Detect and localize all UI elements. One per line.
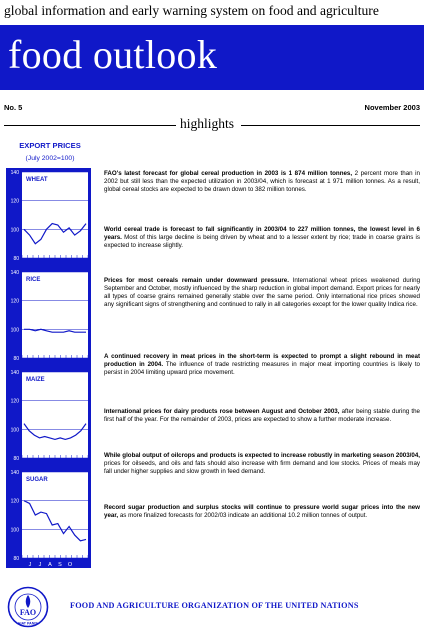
x-tick-label: S [58, 562, 62, 568]
sugar-plot-area [22, 472, 88, 558]
wheat-ear-icon [26, 595, 31, 608]
sidebar-subtitle: (July 2002=100) [25, 155, 75, 162]
x-axis-year: 2003 [41, 569, 55, 575]
maize-panel-title: MAIZE [26, 377, 45, 383]
fao-logo [7, 586, 49, 628]
article-cereal-prices: Prices for most cereals remain under downward pressure. International wheat prices weakened during September and October, mostly influenced by the sharp reduction in global import demand. Export prices for nearly all types of coarse grains remained generally stable over the same period. Only international rice prices showed any significant signs of strengthening and continued to rally in all categories except for the lower quality Indica rice. [104, 277, 421, 308]
organization-name: FOOD AND AGRICULTURE ORGANIZATION OF THE UNITED NATIONS [70, 601, 359, 610]
title-banner [0, 25, 424, 90]
article-oilcrops: While global output of oilcrops and products is expected to increase robustly in marketing season 2003/04, prices for oilseeds, and oils and fats should also increase with firm demand and low stocks. Prices of meals may fall under higher supplies and slow growth in feed demand. [104, 452, 420, 475]
maize-y-tick-label: 120 [10, 398, 19, 405]
maize-y-tick-label: 80 [13, 456, 19, 462]
sugar-y-tick-label: 80 [13, 556, 19, 562]
article-meat: A continued recovery in meat prices in the short-term is expected to prompt a slight rebound in meat production in 2004. The influence of trade restricting measures in major meat importing countries is likely to persist in 2004 limiting upward price movement. [104, 353, 420, 376]
logo-motto: FIAT PANIS [18, 621, 38, 626]
sugar-y-tick-label: 120 [10, 498, 19, 505]
maize-plot-area [22, 372, 88, 458]
divider-left [4, 125, 176, 126]
maize-y-tick-label: 100 [10, 427, 19, 434]
maize-y-tick-label: 140 [10, 370, 19, 376]
rice-y-tick-label: 140 [10, 270, 19, 276]
rice-y-tick-label: 120 [10, 298, 19, 305]
sugar-y-tick-label: 100 [10, 527, 19, 534]
export-price-charts [6, 168, 91, 575]
rice-plot-area [22, 272, 88, 358]
wheat-y-tick-label: 120 [10, 198, 19, 205]
wheat-y-tick-label: 140 [10, 170, 19, 176]
sugar-panel-title: SUGAR [26, 477, 48, 483]
tagline: global information and early warning system on food and agriculture [4, 3, 379, 18]
section-heading: highlights [180, 116, 235, 131]
logo-text: FAO [19, 608, 37, 617]
x-tick-label: J [38, 562, 42, 568]
article-dairy: International prices for dairy products rose between August and October 2003, after being stable during the first half of the year. For the remainder of 2003, prices are expected to show a further moderate increase. [104, 408, 420, 423]
rice-y-tick-label: 80 [13, 356, 19, 362]
x-tick-label: A [48, 562, 52, 568]
rice-panel-title: RICE [26, 277, 41, 283]
divider-right [241, 125, 420, 126]
article-cereal-production: FAO's latest forecast for global cereal production in 2003 is 1 874 million tonnes, 2 percent more than in 2002 but still less than the expected utilization in 2003/04, which is forecast at 1 971 million tonnes. As a result, global cereal stocks are expected to be drawn down to 382 million tonnes. [104, 170, 420, 193]
article-sugar: Record sugar production and surplus stocks will continue to pressure world sugar prices into the new year, as more finalized forecasts for 2002/03 indicate an additional 10.2 million tonnes of output. [104, 504, 420, 519]
publication-title: food outlook [8, 32, 218, 77]
issue-number: No. 5 [4, 103, 23, 112]
wheat-y-tick-label: 80 [13, 256, 19, 262]
sugar-y-tick-label: 140 [10, 470, 19, 476]
article-cereal-trade: World cereal trade is forecast to fall significantly in 2003/04 to 227 million tonnes, the lowest level in 6 years. Most of this large decline is being driven by wheat and to a lesser extent by rice; trade in coarse grains is expected to increase slightly. [104, 226, 420, 249]
wheat-panel-title: WHEAT [26, 177, 48, 183]
x-tick-label: O [67, 562, 73, 568]
sidebar-title: EXPORT PRICES [19, 141, 81, 150]
charts-svg [6, 168, 91, 575]
issue-date: November 2003 [364, 103, 420, 112]
x-tick-label: J [28, 562, 32, 568]
rice-y-tick-label: 100 [10, 327, 19, 334]
wheat-plot-area [22, 172, 88, 258]
wheat-y-tick-label: 100 [10, 227, 19, 234]
